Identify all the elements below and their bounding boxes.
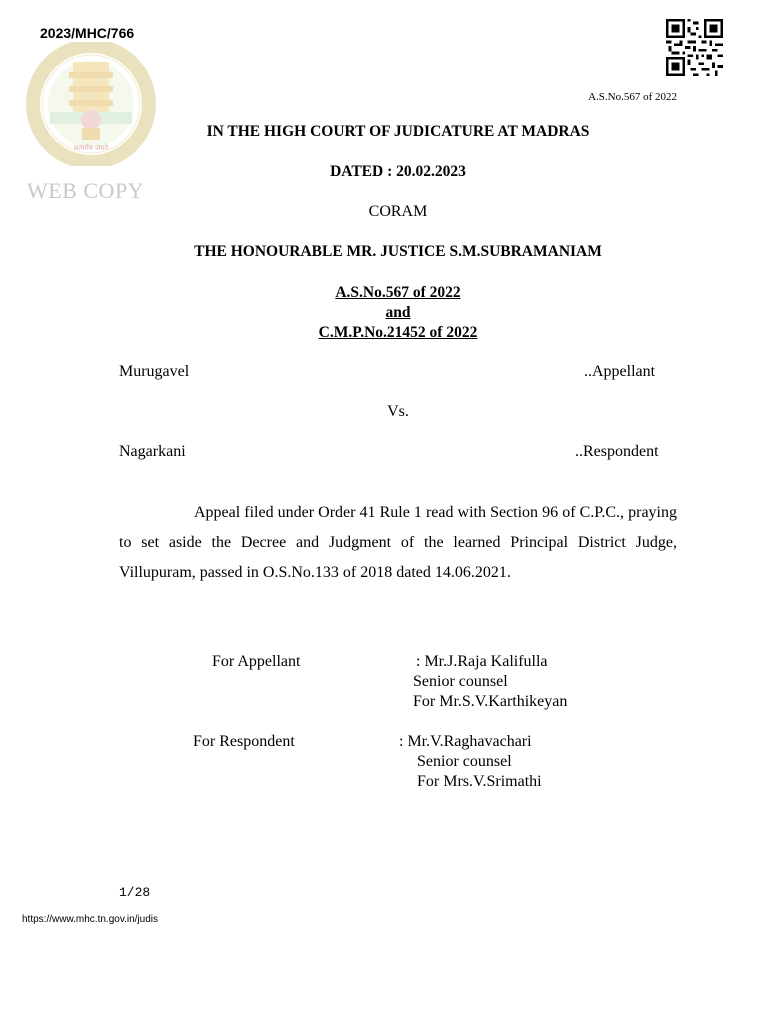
source-url: https://www.mhc.tn.gov.in/judis <box>22 914 158 925</box>
judgment-date: DATED : 20.02.2023 <box>330 163 466 180</box>
respondent-counsel-line: Senior counsel <box>417 753 512 770</box>
case-conjunction: and <box>385 304 411 321</box>
svg-text:सत्यमेव जयते: सत्यमेव जयते <box>73 144 109 152</box>
petition-number: C.M.P.No.21452 of 2022 <box>318 324 478 341</box>
respondent-counsel <box>399 732 542 792</box>
court-seal-icon <box>20 42 162 166</box>
respondent-role: ..Respondent <box>575 443 659 460</box>
header-case-reference: A.S.No.567 of 2022 <box>588 91 677 103</box>
page-number: 1/28 <box>119 885 151 900</box>
appellant-name: Murugavel <box>119 363 190 380</box>
appeal-suit-number: A.S.No.567 of 2022 <box>335 284 461 301</box>
appellant-counsel-line: : Mr.J.Raja Kalifulla <box>416 653 548 670</box>
appellant-role: ..Appellant <box>584 363 656 380</box>
respondent-counsel-line: : Mr.V.Raghavachari <box>399 733 532 750</box>
appellant-counsel-line: For Mr.S.V.Karthikeyan <box>413 693 568 710</box>
appellant-counsel-line: Senior counsel <box>413 673 508 690</box>
case-number: 2023/MHC/766 <box>40 25 135 41</box>
judge-name: THE HONOURABLE MR. JUSTICE S.M.SUBRAMANIAM <box>194 243 602 260</box>
qr-code-icon <box>664 19 725 76</box>
for-appellant-label: For Appellant <box>212 653 301 670</box>
web-copy-watermark: WEB COPY <box>27 178 145 203</box>
for-respondent-label: For Respondent <box>193 733 295 750</box>
respondent-name: Nagarkani <box>119 443 186 460</box>
coram-label: CORAM <box>368 203 428 220</box>
respondent-counsel-line: For Mrs.V.Srimathi <box>417 773 542 790</box>
versus-label: Vs. <box>387 403 409 420</box>
appellant-counsel <box>413 652 567 712</box>
court-title: IN THE HIGH COURT OF JUDICATURE AT MADRAS <box>206 123 590 140</box>
appeal-description: Appeal filed under Order 41 Rule 1 read with Section 96 of C.P.C., praying to set aside the Decree and Judgment of the learned Principal District Judge, Villupuram, passed in O.S.No.133 of 2018 dated 14.06.2021. <box>119 504 677 581</box>
